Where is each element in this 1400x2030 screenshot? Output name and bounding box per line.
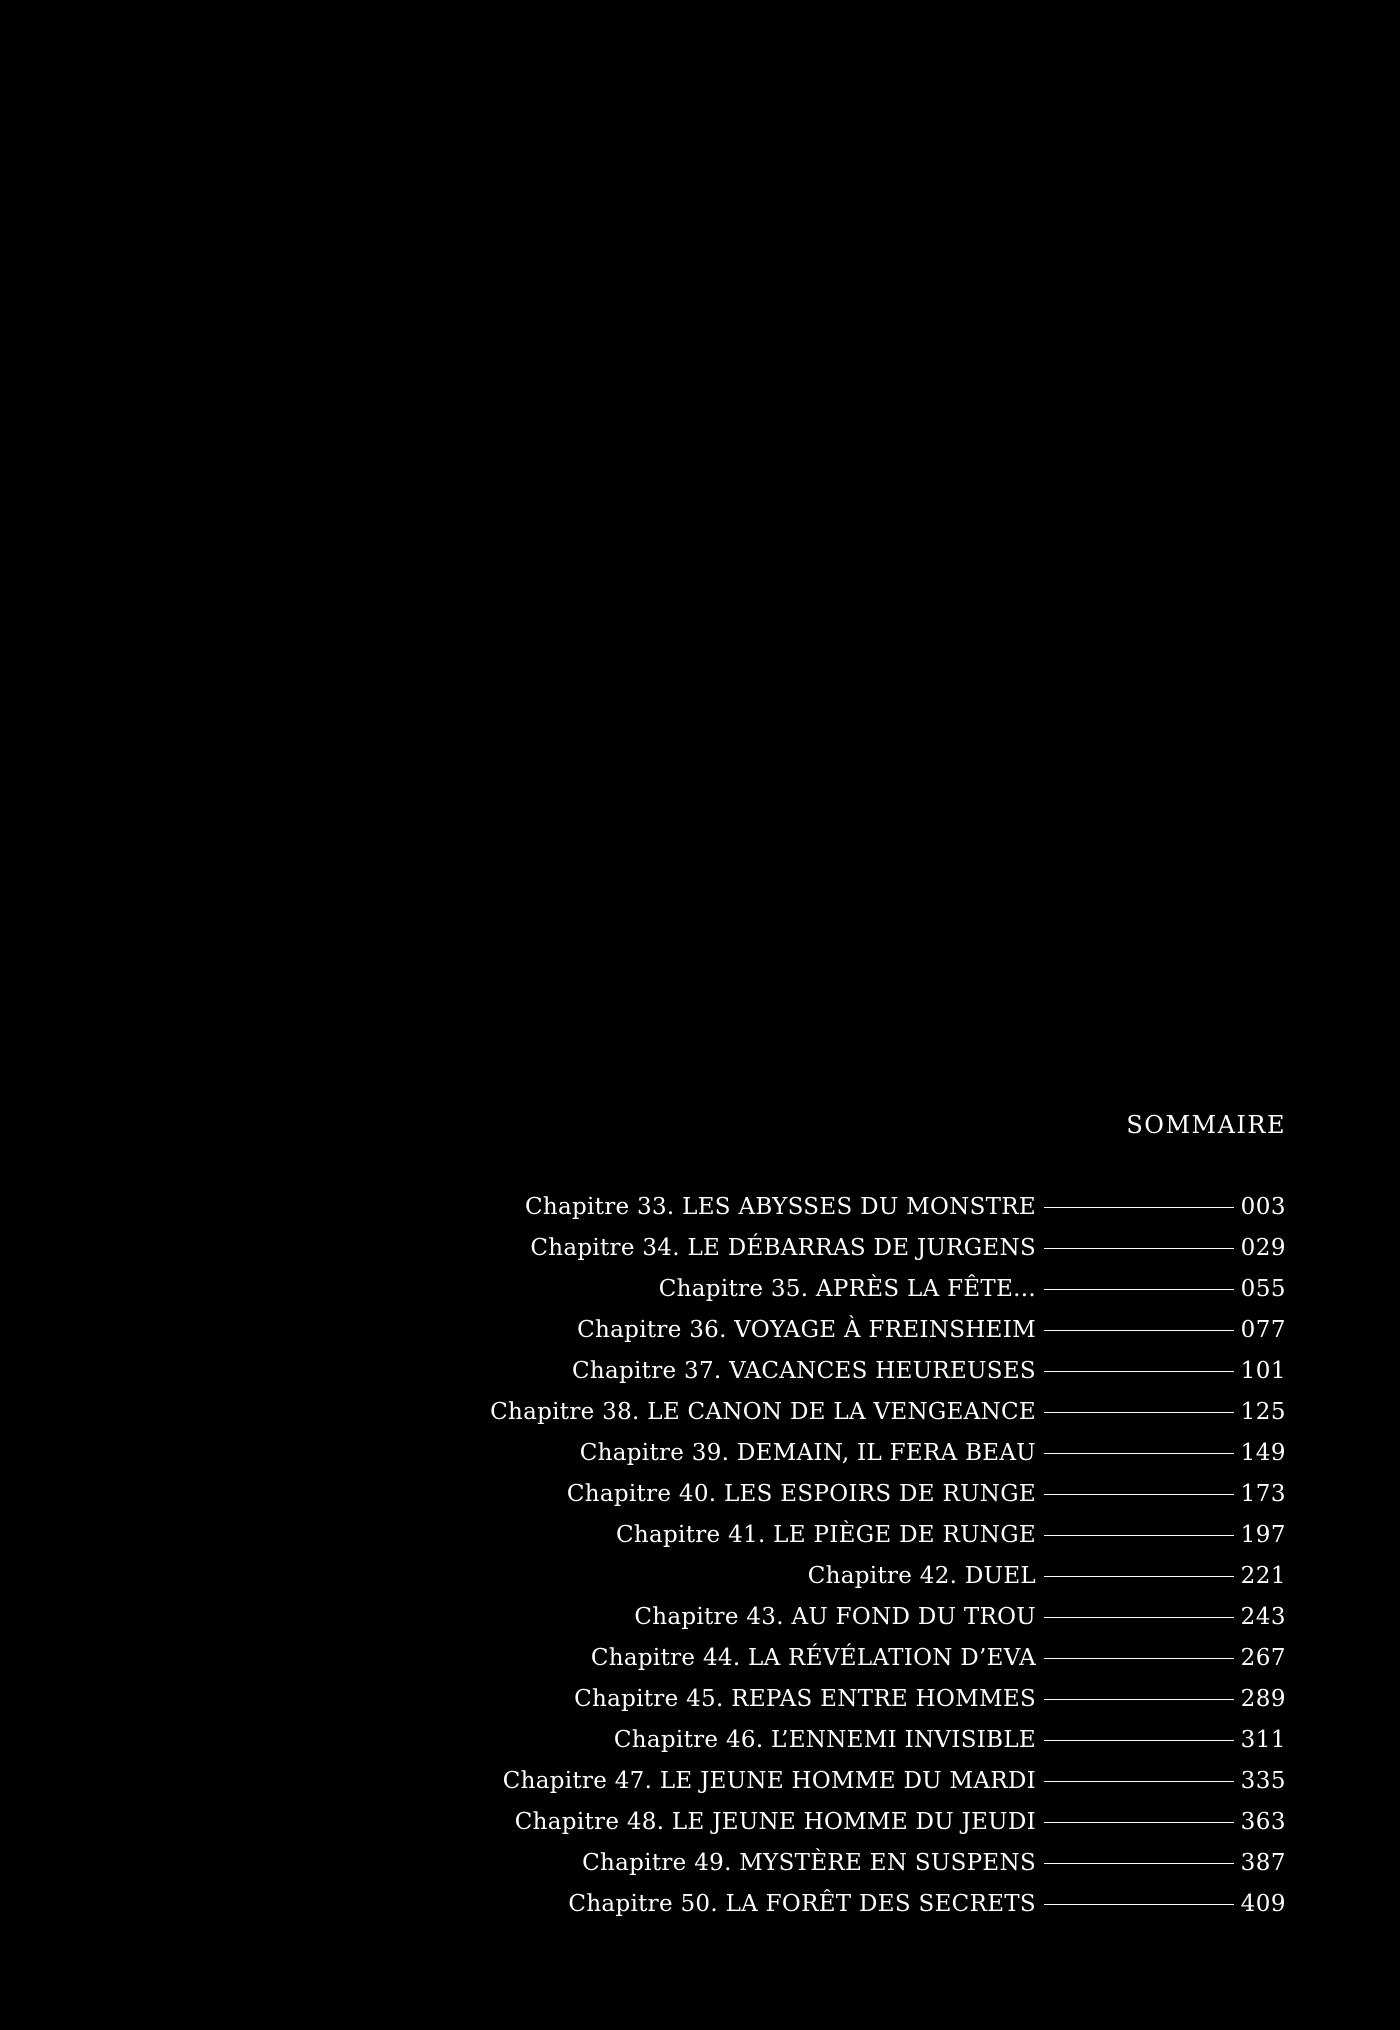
toc-entry-label: Chapitre 41. LE PIÈGE DE RUNGE bbox=[616, 1521, 1036, 1548]
toc-entry bbox=[386, 1186, 1286, 1227]
toc-entry-page: 173 bbox=[1240, 1480, 1286, 1507]
toc-entry-label: Chapitre 49. MYSTÈRE EN SUSPENS bbox=[582, 1849, 1036, 1876]
toc-entry bbox=[386, 1227, 1286, 1268]
toc-leader-line bbox=[1044, 1207, 1234, 1208]
toc-entry-label: Chapitre 44. LA RÉVÉLATION D’EVA bbox=[590, 1644, 1036, 1671]
toc-entry-label: Chapitre 50. LA FORÊT DES SECRETS bbox=[568, 1890, 1036, 1917]
toc-entry-page: 267 bbox=[1240, 1644, 1286, 1671]
toc-entry bbox=[386, 1555, 1286, 1596]
toc-entry-page: 289 bbox=[1240, 1685, 1286, 1712]
toc-entry-page: 149 bbox=[1240, 1439, 1286, 1466]
toc-entry-page: 311 bbox=[1240, 1726, 1286, 1753]
toc-list bbox=[386, 1186, 1286, 1924]
toc-entry-page: 101 bbox=[1240, 1357, 1286, 1384]
toc-entry bbox=[386, 1760, 1286, 1801]
toc-entry-page: 003 bbox=[1240, 1193, 1286, 1220]
toc-entry bbox=[386, 1514, 1286, 1555]
toc-entry-page: 055 bbox=[1240, 1275, 1286, 1302]
toc-leader-line bbox=[1044, 1740, 1234, 1741]
toc-entry bbox=[386, 1391, 1286, 1432]
toc-entry-label: Chapitre 39. DEMAIN, IL FERA BEAU bbox=[579, 1439, 1036, 1466]
toc-leader-line bbox=[1044, 1904, 1234, 1905]
toc-entry-page: 387 bbox=[1240, 1849, 1286, 1876]
toc-entry-label: Chapitre 33. LES ABYSSES DU MONSTRE bbox=[524, 1193, 1036, 1220]
toc-title: SOMMAIRE bbox=[1126, 1111, 1286, 1139]
toc-entry bbox=[386, 1596, 1286, 1637]
toc-entry-page: 029 bbox=[1240, 1234, 1286, 1261]
toc-leader-line bbox=[1044, 1289, 1234, 1290]
toc-leader-line bbox=[1044, 1535, 1234, 1536]
toc-leader-line bbox=[1044, 1658, 1234, 1659]
toc-leader-line bbox=[1044, 1822, 1234, 1823]
toc-entry-label: Chapitre 40. LES ESPOIRS DE RUNGE bbox=[566, 1480, 1036, 1507]
toc-entry bbox=[386, 1432, 1286, 1473]
toc-leader-line bbox=[1044, 1412, 1234, 1413]
toc-entry-page: 363 bbox=[1240, 1808, 1286, 1835]
toc-entry-label: Chapitre 42. DUEL bbox=[807, 1562, 1036, 1589]
toc-entry-page: 409 bbox=[1240, 1890, 1286, 1917]
toc-entry-page: 125 bbox=[1240, 1398, 1286, 1425]
toc-entry-label: Chapitre 36. VOYAGE À FREINSHEIM bbox=[577, 1316, 1036, 1343]
toc-leader-line bbox=[1044, 1330, 1234, 1331]
toc-entry-label: Chapitre 34. LE DÉBARRAS DE JURGENS bbox=[530, 1234, 1036, 1261]
toc-entry-label: Chapitre 43. AU FOND DU TROU bbox=[634, 1603, 1036, 1630]
toc-entry-page: 221 bbox=[1240, 1562, 1286, 1589]
toc-entry-label: Chapitre 37. VACANCES HEUREUSES bbox=[571, 1357, 1036, 1384]
toc-entry bbox=[386, 1268, 1286, 1309]
toc-leader-line bbox=[1044, 1371, 1234, 1372]
toc-entry-page: 335 bbox=[1240, 1767, 1286, 1794]
toc-entry bbox=[386, 1801, 1286, 1842]
toc-entry-page: 197 bbox=[1240, 1521, 1286, 1548]
toc-entry bbox=[386, 1678, 1286, 1719]
toc-leader-line bbox=[1044, 1453, 1234, 1454]
toc-leader-line bbox=[1044, 1863, 1234, 1864]
toc-entry bbox=[386, 1350, 1286, 1391]
toc-leader-line bbox=[1044, 1617, 1234, 1618]
toc-entry bbox=[386, 1842, 1286, 1883]
toc-entry-label: Chapitre 47. LE JEUNE HOMME DU MARDI bbox=[502, 1767, 1036, 1794]
toc-entry-label: Chapitre 45. REPAS ENTRE HOMMES bbox=[574, 1685, 1036, 1712]
toc-entry bbox=[386, 1883, 1286, 1924]
toc-entry bbox=[386, 1637, 1286, 1678]
toc-entry-label: Chapitre 38. LE CANON DE LA VENGEANCE bbox=[490, 1398, 1036, 1425]
toc-entry bbox=[386, 1309, 1286, 1350]
toc-entry bbox=[386, 1473, 1286, 1514]
toc-leader-line bbox=[1044, 1576, 1234, 1577]
toc-entry-label: Chapitre 35. APRÈS LA FÊTE... bbox=[658, 1275, 1036, 1302]
toc-leader-line bbox=[1044, 1248, 1234, 1249]
toc-leader-line bbox=[1044, 1494, 1234, 1495]
toc-entry-label: Chapitre 46. L’ENNEMI INVISIBLE bbox=[613, 1726, 1036, 1753]
toc-leader-line bbox=[1044, 1699, 1234, 1700]
toc-leader-line bbox=[1044, 1781, 1234, 1782]
toc-entry-page: 243 bbox=[1240, 1603, 1286, 1630]
toc-entry-page: 077 bbox=[1240, 1316, 1286, 1343]
toc-entry-label: Chapitre 48. LE JEUNE HOMME DU JEUDI bbox=[514, 1808, 1036, 1835]
toc-entry bbox=[386, 1719, 1286, 1760]
